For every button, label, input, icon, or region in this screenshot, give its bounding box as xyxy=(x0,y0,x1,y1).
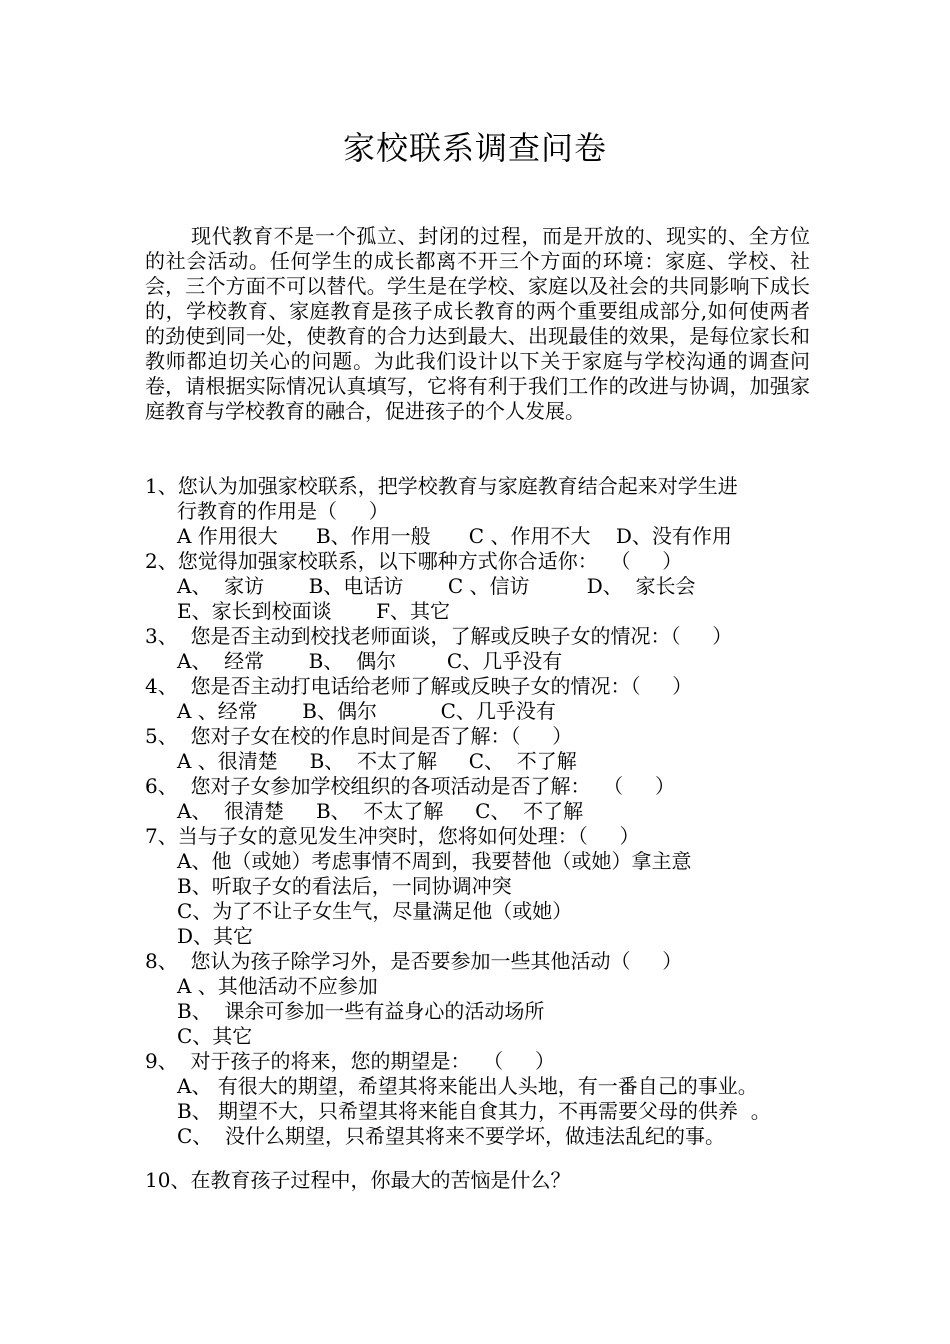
option-line: C、其它 xyxy=(177,1024,253,1048)
option-line: A 、其他活动不应参加 xyxy=(177,974,378,998)
question-line: 2、您觉得加强家校联系，以下哪种方式你合适你： （ ） xyxy=(145,549,683,573)
option-line: C、 没什么期望，只希望其将来不要学坏，做违法乱纪的事。 xyxy=(177,1124,726,1148)
option-line: D、其它 xyxy=(177,924,254,948)
option-line: A、 经常 B、 偶尔 C、几乎没有 xyxy=(177,649,563,673)
question-line: 7、当与子女的意见发生冲突时，您将如何处理：（ ） xyxy=(145,824,640,848)
option-line: A 作用很大 B、作用一般 C 、作用不大 D、没有作用 xyxy=(177,524,732,548)
question-line: 4、 您是否主动打电话给老师了解或反映子女的情况：（ ） xyxy=(145,674,693,698)
option-line: A 、很清楚 B、 不太了解 C、 不了解 xyxy=(177,749,577,773)
document-title: 家校联系调查问卷 xyxy=(342,129,607,167)
option-line: C、为了不让子女生气，尽量满足他（或她） xyxy=(177,899,573,923)
question-line: 5、 您对子女在校的作息时间是否了解：（ ） xyxy=(145,724,573,748)
option-line: E、家长到校面谈 F、其它 xyxy=(177,599,450,623)
option-line: B、听取子女的看法后，一同协调冲突 xyxy=(177,874,512,898)
option-line: A、 很清楚 B、 不太了解 C、 不了解 xyxy=(177,799,584,823)
question-list xyxy=(145,474,825,1149)
option-line: A、 家访 B、电话访 C 、信访 D、 家长会 xyxy=(177,574,696,598)
intro-paragraph: 现代教育不是一个孤立、封闭的过程，而是开放的、现实的、全方位的社会活动。任何学生的成长都离不开三个方面的环境：家庭、学校、社会，三个方面不可以替代。学生是在学校、家庭以及社会的共同影响下成长的，学校教育、家庭教育是孩子成长教育的两个重要组成部分,如何使两者的劲使到同一处，使教育的合力达到最大、出现最佳的效果，是每位家长和教师都迫切关心的问题。为此我们设计以下关于家庭与学校沟通的调查问卷，请根据实际情况认真填写，它将有利于我们工作的改进与协调，加强家庭教育与学校教育的融合，促进孩子的个人发展。 xyxy=(145,224,810,423)
question-line: 8、 您认为孩子除学习外，是否要参加一些其他活动（ ） xyxy=(145,949,683,973)
option-line: B、 期望不大，只希望其将来能自食其力，不再需要父母的供养 。 xyxy=(177,1099,771,1123)
question-line: 3、 您是否主动到校找老师面谈，了解或反映子女的情况：（ ） xyxy=(145,624,733,648)
question-10: 10、在教育孩子过程中，你最大的苦恼是什么？ xyxy=(145,1168,571,1192)
question-line: 1、您认为加强家校联系，把学校教育与家庭教育结合起来对学生进 xyxy=(145,474,738,498)
option-line: A 、经常 B、偶尔 C、几乎没有 xyxy=(177,699,556,723)
option-line: A、 有很大的期望，希望其将来能出人头地，有一番自己的事业。 xyxy=(177,1074,758,1098)
option-line: A、他（或她）考虑事情不周到，我要替他（或她）拿主意 xyxy=(177,849,692,873)
question-line: 6、 您对子女参加学校组织的各项活动是否了解： （ ） xyxy=(145,774,675,798)
option-line: B、 课余可参加一些有益身心的活动场所 xyxy=(177,999,545,1023)
question-line: 9、 对于孩子的将来，您的期望是： （ ） xyxy=(145,1049,555,1073)
question-line: 行教育的作用是（ ） xyxy=(177,499,389,523)
